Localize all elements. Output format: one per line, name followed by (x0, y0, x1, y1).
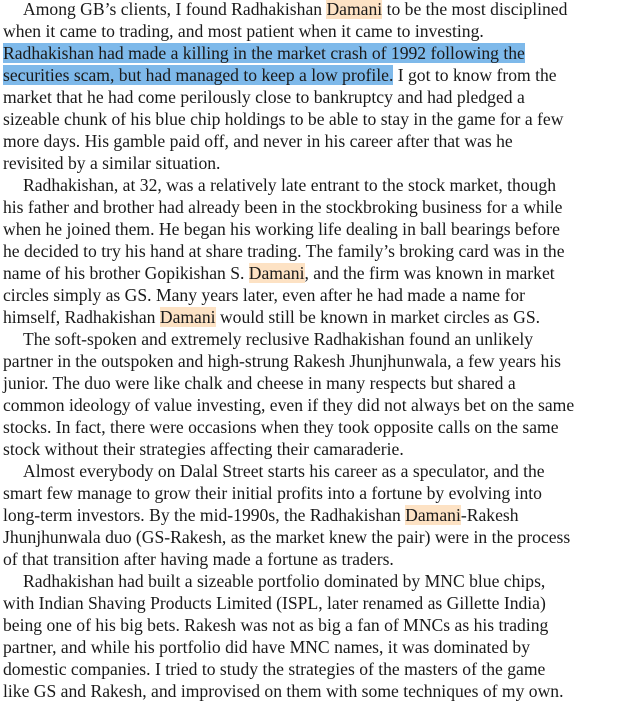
text-line (3, 504, 519, 526)
text-run: himself, Radhakishan (3, 307, 160, 327)
text-run: , and the firm was known in market (304, 263, 555, 283)
text-line (3, 262, 555, 284)
text-line (3, 218, 560, 240)
text-line (3, 526, 570, 548)
text-line (3, 196, 562, 218)
text-line (3, 240, 565, 262)
text-run: revisited by a similar situation. (3, 153, 221, 173)
text-run: common ideology of value investing, even if they did not always bet on the same (3, 395, 575, 415)
text-line (3, 20, 484, 42)
search-highlight: Damani (159, 307, 216, 327)
text-line (23, 460, 545, 482)
text-line (3, 284, 525, 306)
text-run: Radhakishan had built a sizeable portfolio dominated by MNC blue chips, (23, 571, 546, 591)
text-line (3, 64, 557, 86)
text-line (3, 350, 561, 372)
text-run: Almost everybody on Dalal Street starts his career as a speculator, and the (23, 461, 545, 481)
text-run: I got to know from the (393, 65, 557, 85)
text-line (23, 174, 556, 196)
text-line (3, 306, 540, 328)
text-line (3, 394, 574, 416)
text-run: being one of his big bets. Rakesh was not as big a fan of MNCs as his trading (3, 615, 549, 635)
text-run: stocks. In fact, there were occasions when they took opposite calls on the same (3, 417, 559, 437)
text-run: name of his brother Gopikishan S. (3, 263, 249, 283)
text-line (3, 614, 548, 636)
text-line (3, 86, 525, 108)
text-line (23, 570, 545, 592)
text-line (3, 636, 530, 658)
text-line (3, 130, 513, 152)
text-run: with Indian Shaving Products Limited (ISPL, later renamed as Gillette India) (3, 593, 546, 613)
text-run: -Rakesh (460, 505, 519, 525)
text-line (3, 372, 516, 394)
text-run: would still be known in market circles as GS. (215, 307, 541, 327)
search-highlight: Damani (326, 0, 383, 19)
text-run: when he joined them. He began his working life dealing in ball bearings before (3, 219, 560, 239)
text-run: circles simply as GS. Many years later, even after he had made a name for (3, 285, 526, 305)
text-run: Among GB’s clients, I found Radhakishan (23, 0, 327, 19)
text-run: when it came to trading, and most patient when it came to investing. (3, 21, 484, 41)
selected-text: securities scam, but had managed to keep a low profile. (3, 65, 394, 85)
text-line (3, 658, 545, 680)
text-run: long-term investors. By the mid-1990s, the Radhakishan (3, 505, 406, 525)
text-line (3, 592, 546, 614)
text-line (3, 416, 559, 438)
text-run: he decided to try his hand at share trading. The family’s broking card was in the (3, 241, 565, 261)
text-run: market that he had come perilously close to bankruptcy and had pledged a (3, 87, 525, 107)
text-run: stock without their strategies affecting their camaraderie. (3, 439, 404, 459)
search-highlight: Damani (248, 263, 305, 283)
text-run: more days. His gamble paid off, and never in his career after that was he (3, 131, 513, 151)
text-line (3, 548, 394, 570)
text-run: partner in the outspoken and high-strung Rakesh Jhunjhunwala, a few years his (3, 351, 561, 371)
text-line (3, 438, 404, 460)
text-run: to be the most disciplined (382, 0, 568, 19)
text-line (3, 42, 525, 64)
text-run: his father and brother had already been in the stockbroking business for a while (3, 197, 563, 217)
text-run: Jhunjhunwala duo (GS-Rakesh, as the market knew the pair) were in the process (3, 527, 571, 547)
text-run: partner, and while his portfolio did have MNC names, it was dominated by (3, 637, 531, 657)
text-run: smart few manage to grow their initial profits into a fortune by evolving into (3, 483, 542, 503)
selected-text: Radhakishan had made a killing in the market crash of 1992 following the (3, 43, 525, 63)
text-line (3, 152, 220, 174)
text-line (3, 680, 563, 702)
text-run: The soft-spoken and extremely reclusive Radhakishan found an unlikely (23, 329, 534, 349)
text-run: of that transition after having made a fortune as traders. (3, 549, 394, 569)
text-run: domestic companies. I tried to study the strategies of the masters of the game (3, 659, 546, 679)
text-line (23, 328, 533, 350)
text-run: sizeable chunk of his blue chip holdings to be able to stay in the game for a few (3, 109, 564, 129)
text-line (3, 482, 542, 504)
text-run: like GS and Rakesh, and improvised on them with some techniques of my own. (3, 681, 564, 701)
text-line (23, 0, 567, 20)
text-run: junior. The duo were like chalk and cheese in many respects but shared a (3, 373, 516, 393)
search-highlight: Damani (405, 505, 461, 525)
text-line (3, 108, 563, 130)
text-run: Radhakishan, at 32, was a relatively late entrant to the stock market, though (23, 175, 557, 195)
